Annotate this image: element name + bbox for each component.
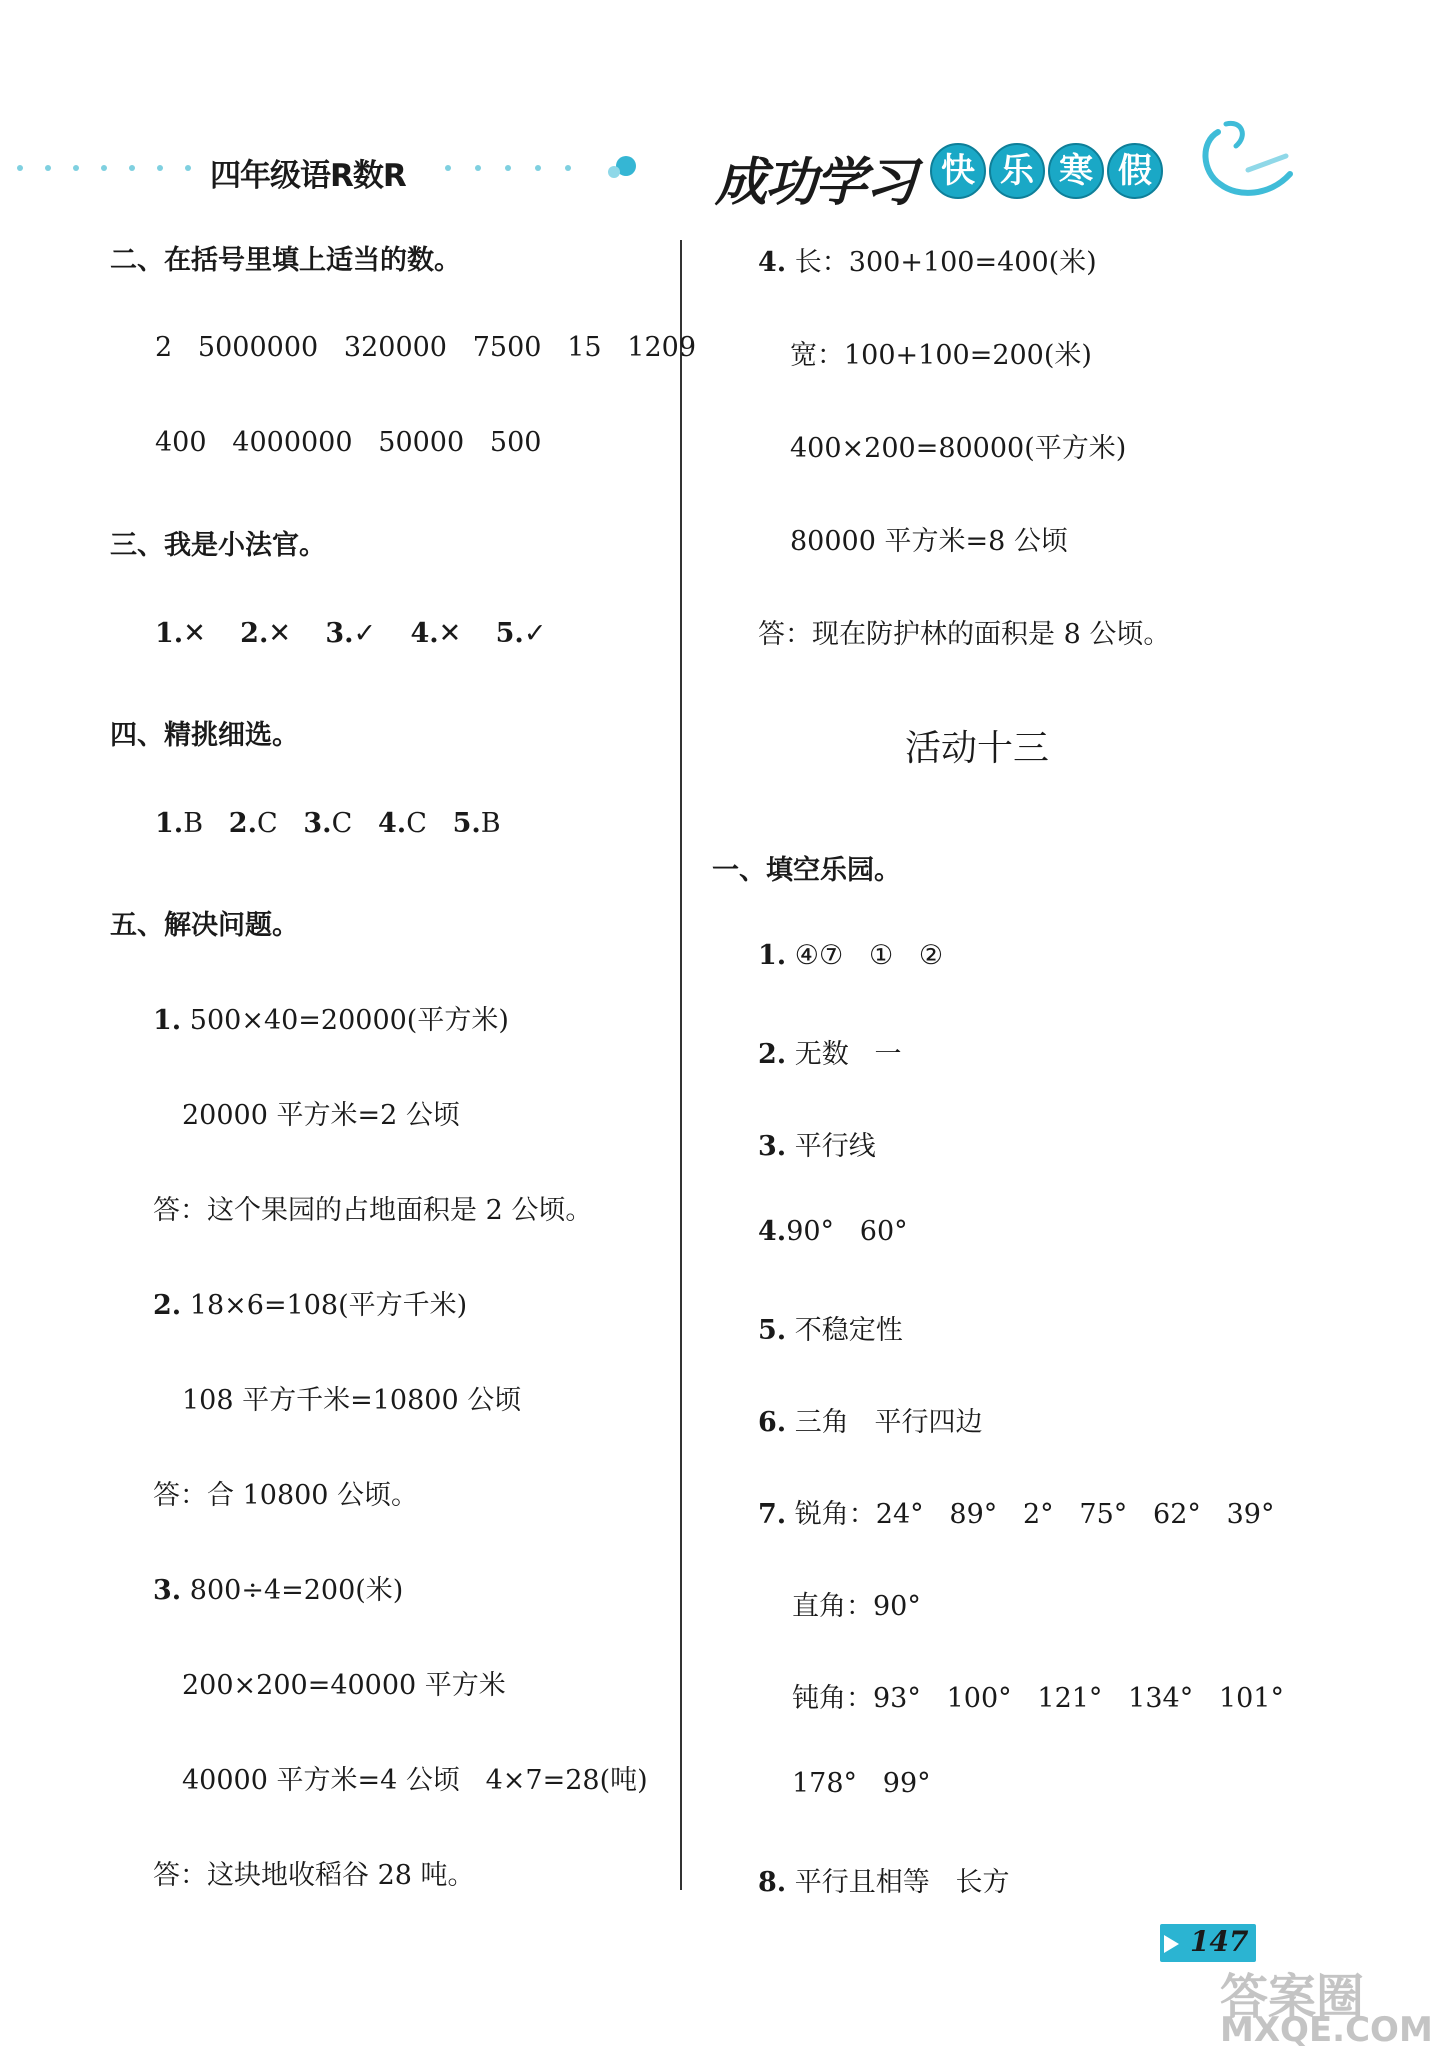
problem-4-line-a [758,240,1097,279]
item-number: 2. [758,1039,787,1070]
answer-mark: ✕ [268,618,291,649]
answer-number: 1. [155,808,184,839]
item-text: 90° 60° [786,1216,908,1247]
answer-choice: B [480,808,501,839]
problem-number: 3. [153,1575,182,1606]
fill-item-8 [758,1860,1010,1899]
problem-3-line-c: 40000 平方米=4 公顷 4×7=28(吨) [182,1765,648,1796]
holiday-char: 寒 [1048,143,1104,199]
item-text: ④⑦ ① ② [794,940,944,971]
answer-number: 3. [303,808,332,839]
problem-4-answer: 答：现在防护林的面积是 8 公顷。 [758,619,1171,650]
item-number: 4. [758,1216,787,1247]
fill-item-7 [758,1492,1274,1531]
problem-4-line-b: 宽：100+100=200(米) [790,340,1092,371]
problem-text: 500×40=20000(平方米) [189,1005,509,1036]
s4-answers [155,808,501,839]
answer-mark: ✕ [438,618,462,649]
page-number: 147 [1190,1925,1249,1958]
holiday-char: 乐 [989,143,1045,199]
section-2-title: 二、在括号里填上适当的数。 [110,245,461,276]
grade-label: 四年级语R数R [210,158,406,194]
answer-choice: C [256,808,278,839]
item-number: 7. [758,1499,787,1530]
holiday-char: 快 [930,143,986,199]
answer-number: 4. [378,808,407,839]
problem-text: 18×6=108(平方千米) [189,1290,468,1321]
answer-number: 5. [452,808,481,839]
watermark-url: MXQE.COM [1220,2010,1433,2050]
answer-mark: ✓ [353,618,377,649]
section-4-title: 四、精挑细选。 [110,720,299,751]
answer-number: 3. [325,618,354,649]
answer-mark: ✓ [523,618,547,649]
page-number-badge [1160,1924,1256,1962]
brand-title: 成功学习 [715,153,916,213]
problem-4-line-c: 400×200=80000(平方米) [790,433,1127,464]
answer-number: 5. [495,618,524,649]
fill-item-7-obtuse: 钝角：93° 100° 121° 134° 101° [792,1683,1284,1714]
item-number: 8. [758,1867,787,1898]
problem-text: 长：300+100=400(米) [794,247,1097,278]
item-number: 5. [758,1315,787,1346]
fill-item-7-right-angle: 直角：90° [792,1591,921,1622]
answer-choice: C [331,808,353,839]
fill-item-1 [758,940,943,971]
s2-line-2: 400 4000000 50000 500 [155,427,542,458]
answer-mark: ✕ [183,618,206,649]
item-number: 3. [758,1131,787,1162]
problem-3-line-b: 200×200=40000 平方米 [182,1670,506,1701]
item-text: 平行线 [794,1131,876,1162]
fill-item-5 [758,1308,903,1347]
item-text: 三角 平行四边 [794,1407,983,1438]
fill-item-3 [758,1124,876,1163]
problem-text: 800÷4=200(米) [189,1575,404,1606]
problem-2-line-a [153,1283,467,1322]
play-arrow-icon [1164,1935,1179,1953]
item-number: 1. [758,940,787,971]
fill-item-6 [758,1400,983,1439]
activity-title: 活动十三 [905,728,1050,769]
section-1-title: 一、填空乐园。 [712,855,901,886]
item-text: 无数 一 [794,1039,902,1070]
answer-choice: C [406,808,427,839]
fill-item-7-obtuse-cont: 178° 99° [792,1768,931,1799]
problem-1-answer: 答：这个果园的占地面积是 2 公顷。 [153,1195,593,1226]
answer-number: 1. [155,618,184,649]
item-text: 不稳定性 [794,1315,903,1346]
item-text: 锐角：24° 89° 2° 75° 62° 39° [794,1499,1275,1530]
answer-number: 4. [410,618,439,649]
column-divider [680,240,682,1890]
answer-number: 2. [228,808,257,839]
problem-number: 4. [758,247,787,278]
holiday-char: 假 [1107,143,1163,199]
problem-3-answer: 答：这块地收稻谷 28 吨。 [153,1860,475,1891]
problem-2-line-b: 108 平方千米=10800 公顷 [182,1385,522,1416]
item-text: 平行且相等 长方 [794,1867,1010,1898]
s2-line-1: 2 5000000 320000 7500 15 1209 [155,332,697,363]
holiday-badges [930,143,1163,199]
watermark-logo: 答案圈 [1220,1969,1365,2025]
section-3-title: 三、我是小法官。 [110,530,326,561]
problem-1-line-b: 20000 平方米=2 公顷 [182,1100,460,1131]
problem-3-line-a [153,1568,403,1607]
decorative-swirl-icon [1190,112,1300,208]
problem-number: 2. [153,1290,182,1321]
problem-1-line-a [153,998,509,1037]
item-number: 6. [758,1407,787,1438]
problem-2-answer: 答：合 10800 公顷。 [153,1480,419,1511]
fill-item-4 [758,1216,908,1247]
s3-answers [155,618,546,649]
fill-item-2 [758,1032,902,1071]
problem-4-line-d: 80000 平方米=8 公顷 [790,526,1068,557]
problem-number: 1. [153,1005,182,1036]
answer-choice: B [183,808,204,839]
answer-number: 2. [240,618,269,649]
section-5-title: 五、解决问题。 [110,910,299,941]
